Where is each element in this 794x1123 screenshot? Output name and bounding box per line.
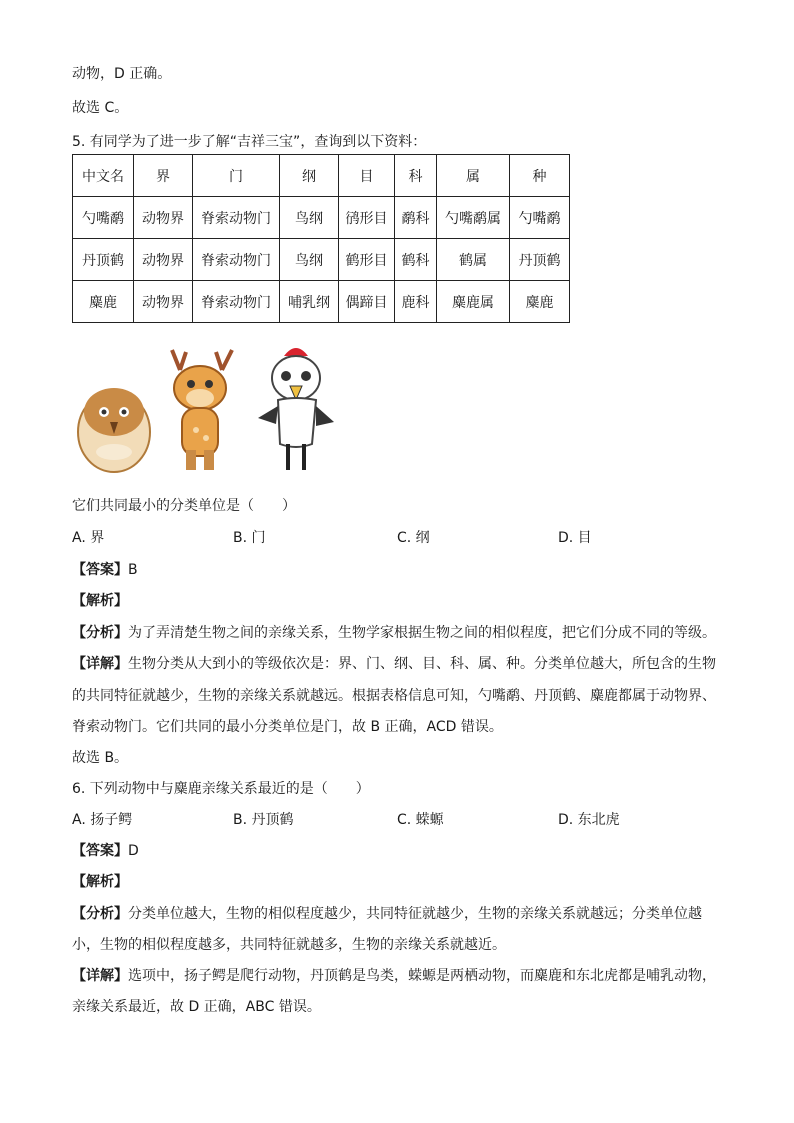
table-cell: 鹿科 — [395, 281, 437, 323]
table-cell: 属 — [437, 155, 510, 197]
xiangjie-tag: 【详解】 — [72, 968, 128, 984]
table-cell: 偶蹄目 — [339, 281, 395, 323]
text-line: 小，生物的相似程度越多，共同特征就越多，生物的亲缘关系就越近。 — [72, 937, 506, 953]
option-a: A. 界 — [72, 530, 105, 546]
table-cell: 科 — [395, 155, 437, 197]
answer-tag: 【答案】 — [72, 843, 128, 859]
table-cell: 勺嘴鹬属 — [437, 197, 510, 239]
sandpiper-mascot-icon — [78, 388, 150, 472]
table-cell: 动物界 — [134, 197, 193, 239]
table-row — [73, 197, 570, 239]
table-cell: 脊索动物门 — [193, 239, 280, 281]
text-line: 亲缘关系最近，故 D 正确，ABC 错误。 — [72, 999, 321, 1015]
fenxi-line — [72, 623, 716, 643]
question-6: 6. 下列动物中与麋鹿亲缘关系最近的是（ ） — [72, 781, 370, 797]
mascots-figure — [72, 340, 342, 480]
fenxi-text: 分类单位越大，生物的相似程度越少，共同特征就越少，生物的亲缘关系就越远；分类单位越 — [128, 906, 702, 922]
xiangjie-line — [72, 966, 716, 986]
table-cell: 麋鹿 — [73, 281, 134, 323]
table-cell: 勺嘴鹬 — [510, 197, 570, 239]
fenxi-line — [72, 904, 702, 924]
table-cell: 鸟纲 — [280, 239, 339, 281]
table-cell: 鹬科 — [395, 197, 437, 239]
table-cell: 鸻形目 — [339, 197, 395, 239]
text-line: 故选 C。 — [72, 100, 129, 116]
table-header-row — [73, 155, 570, 197]
table-cell: 麋鹿 — [510, 281, 570, 323]
table-cell: 界 — [134, 155, 193, 197]
table-row — [73, 239, 570, 281]
table-cell: 勺嘴鹬 — [73, 197, 134, 239]
answer-line — [72, 841, 139, 861]
deer-mascot-icon — [172, 350, 232, 470]
table-cell: 种 — [510, 155, 570, 197]
table-cell: 动物界 — [134, 281, 193, 323]
table-cell: 丹顶鹤 — [73, 239, 134, 281]
question-5: 5. 有同学为了进一步了解“吉祥三宝”，查询到以下资料： — [72, 134, 427, 150]
text-line: 故选 B。 — [72, 750, 129, 766]
answer-line — [72, 560, 138, 580]
option-d: D. 目 — [558, 530, 592, 546]
table-cell: 纲 — [280, 155, 339, 197]
option-b: B. 门 — [233, 530, 266, 546]
fenxi-tag: 【分析】 — [72, 906, 128, 922]
fenxi-tag: 【分析】 — [72, 625, 128, 641]
text-line: 的共同特征就越少，生物的亲缘关系就越远。根据表格信息可知，勺嘴鹬、丹顶鹤、麋鹿都属于动物界、 — [72, 688, 716, 704]
answer-value: D — [128, 843, 139, 859]
table-cell: 麋鹿属 — [437, 281, 510, 323]
option-d: D. 东北虎 — [558, 812, 620, 828]
option-c: C. 纲 — [397, 530, 430, 546]
analysis-tag: 【解析】 — [72, 593, 128, 609]
option-b: B. 丹顶鹤 — [233, 812, 294, 828]
table-cell: 动物界 — [134, 239, 193, 281]
crane-mascot-icon — [258, 348, 334, 470]
table-cell: 鸟纲 — [280, 197, 339, 239]
table-cell: 中文名 — [73, 155, 134, 197]
table-cell: 目 — [339, 155, 395, 197]
xiangjie-text: 生物分类从大到小的等级依次是：界、门、纲、目、科、属、种。分类单位越大，所包含的生物 — [128, 656, 716, 672]
answer-value: B — [128, 562, 138, 578]
fenxi-text: 为了弄清楚生物之间的亲缘关系，生物学家根据生物之间的相似程度，把它们分成不同的等级。 — [128, 625, 716, 641]
text-line: 动物，D 正确。 — [72, 66, 172, 82]
table-row — [73, 281, 570, 323]
analysis-tag: 【解析】 — [72, 874, 128, 890]
text-line: 脊索动物门。它们共同的最小分类单位是门，故 B 正确，ACD 错误。 — [72, 719, 503, 735]
table-cell: 丹顶鹤 — [510, 239, 570, 281]
taxonomy-table — [72, 154, 570, 323]
xiangjie-text: 选项中，扬子鳄是爬行动物，丹顶鹤是鸟类，蝾螈是两栖动物，而麋鹿和东北虎都是哺乳动物， — [128, 968, 716, 984]
table-cell: 门 — [193, 155, 280, 197]
table-cell: 鹤形目 — [339, 239, 395, 281]
option-c: C. 蝾螈 — [397, 812, 444, 828]
table-cell: 鹤属 — [437, 239, 510, 281]
table-cell: 脊索动物门 — [193, 281, 280, 323]
xiangjie-line — [72, 654, 716, 674]
table-cell: 哺乳纲 — [280, 281, 339, 323]
table-cell: 鹤科 — [395, 239, 437, 281]
xiangjie-tag: 【详解】 — [72, 656, 128, 672]
option-a: A. 扬子鳄 — [72, 812, 133, 828]
answer-tag: 【答案】 — [72, 562, 128, 578]
table-cell: 脊索动物门 — [193, 197, 280, 239]
question-5-prompt: 它们共同最小的分类单位是（ ） — [72, 498, 296, 514]
